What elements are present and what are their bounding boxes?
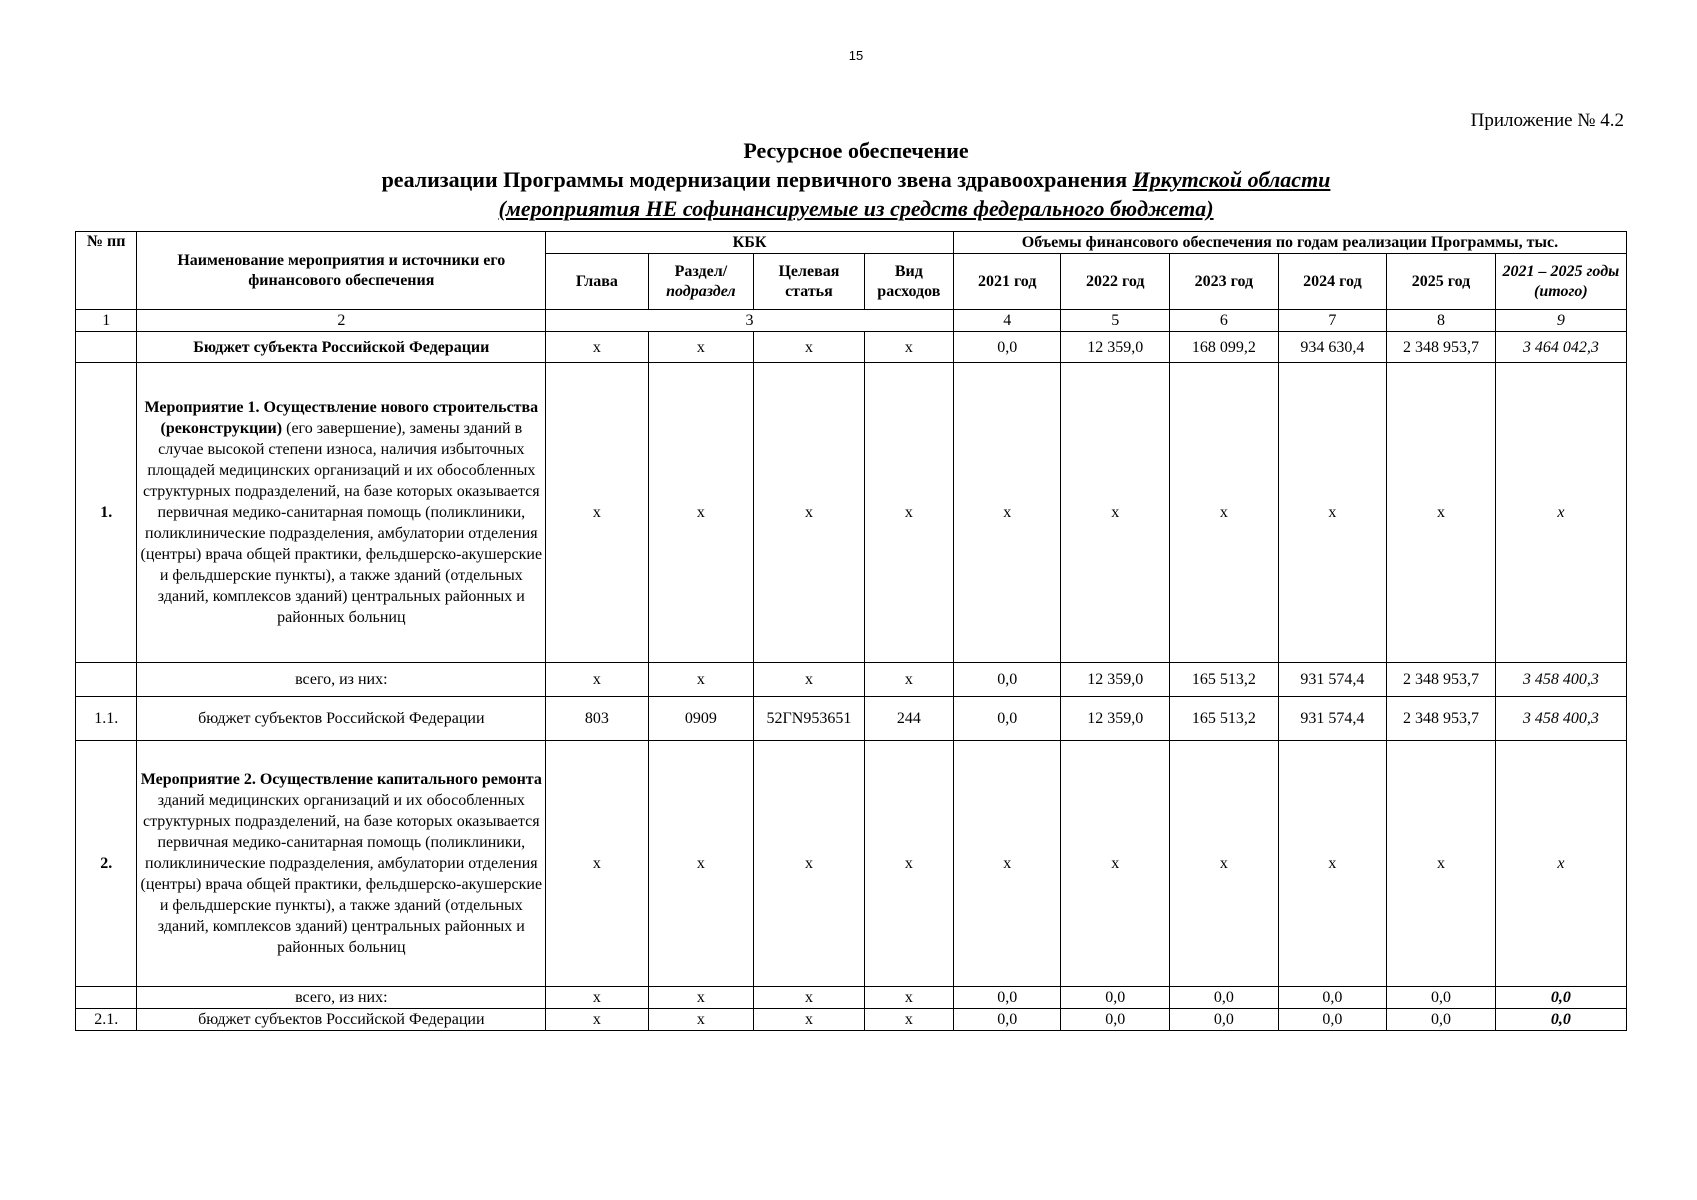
title-line-3: (мероприятия НЕ софинансируемые из средств федерального бюджета) [498, 196, 1214, 221]
cell-2022: х [1061, 363, 1170, 663]
title-line-1: Ресурсное обеспечение [743, 138, 969, 163]
cell-2023: 165 513,2 [1170, 663, 1279, 697]
row-name-rest: (его завершение), замены зданий в случае высокой степени износа, наличия избыточных площадей медицинских организаций и их обособленных структурных подразделений, на базе которых оказывается первичная медико-санитарная помощь (поликлиники, поликлинические подразделения, амбулатории отделения (центры) врача общей практики, фельдшерско-акушерские и фельдшерские пункты), а также зданий (отдельных зданий, комплексов зданий) центральных районных и районных больниц [140, 420, 543, 626]
cell-2025: 2 348 953,7 [1387, 697, 1496, 741]
header-name: Наименование мероприятия и источники его финансового обеспечения [137, 232, 546, 310]
header-volumes: Объемы финансового обеспечения по годам реализации Программы, тыс. [953, 232, 1626, 254]
cell-2024: х [1278, 741, 1387, 987]
header-razdel-top: Раздел/ [674, 262, 728, 280]
cell-2022: х [1061, 741, 1170, 987]
cell-glava: х [546, 987, 648, 1009]
cell-2025: х [1387, 741, 1496, 987]
column-number: 4 [953, 310, 1061, 332]
header-row-1 [76, 232, 1627, 254]
cell-vid: х [864, 987, 953, 1009]
title-region: Иркутской области [1132, 167, 1331, 192]
cell-glava: х [546, 741, 648, 987]
cell-glava: х [546, 332, 648, 363]
column-number: 5 [1061, 310, 1170, 332]
cell-2023: 0,0 [1170, 987, 1279, 1009]
cell-glava: х [546, 663, 648, 697]
appendix-label: Приложение № 4.2 [1470, 110, 1624, 131]
header-vid: Вид расходов [864, 254, 953, 310]
cell-2024: 0,0 [1278, 1009, 1387, 1031]
header-2022: 2022 год [1061, 254, 1170, 310]
cell-2021: 0,0 [953, 697, 1061, 741]
cell-2025: х [1387, 363, 1496, 663]
header-2021: 2021 год [953, 254, 1061, 310]
row-name-bold: Мероприятие 2. Осуществление капитального ремонта [140, 771, 542, 788]
page-number: 15 [848, 48, 864, 63]
table-row [76, 363, 1627, 663]
cell-vid: х [864, 363, 953, 663]
table-row [76, 697, 1627, 741]
cell-vid: х [864, 663, 953, 697]
table-row [76, 332, 1627, 363]
cell-razdel: 0909 [648, 697, 754, 741]
cell-glava: х [546, 363, 648, 663]
row-num: 1.1. [76, 697, 137, 741]
cell-celevaya: х [754, 1009, 865, 1031]
cell-razdel: х [648, 987, 754, 1009]
header-2024: 2024 год [1278, 254, 1387, 310]
cell-celevaya: х [754, 987, 865, 1009]
cell-celevaya: х [754, 741, 865, 987]
cell-2024: 931 574,4 [1278, 697, 1387, 741]
cell-razdel: х [648, 332, 754, 363]
column-number: 8 [1387, 310, 1496, 332]
cell-2024: 0,0 [1278, 987, 1387, 1009]
cell-total: 3 458 400,3 [1495, 697, 1626, 741]
cell-2023: х [1170, 363, 1279, 663]
cell-total: 0,0 [1495, 1009, 1626, 1031]
cell-total: 3 464 042,3 [1495, 332, 1626, 363]
cell-2023: 165 513,2 [1170, 697, 1279, 741]
row-name: всего, из них: [137, 663, 546, 697]
header-2023: 2023 год [1170, 254, 1279, 310]
header-celevaya: Целевая статья [754, 254, 865, 310]
table-row [76, 741, 1627, 987]
header-glava: Глава [546, 254, 648, 310]
cell-total: 0,0 [1495, 987, 1626, 1009]
column-number: 1 [76, 310, 137, 332]
row-name [137, 741, 546, 987]
cell-2023: 0,0 [1170, 1009, 1279, 1031]
cell-2021: х [953, 363, 1061, 663]
table-row [76, 1009, 1627, 1031]
row-name-bold: Мероприятие 1. Осуществление нового строительства (реконструкции) [144, 399, 539, 437]
cell-2021: х [953, 741, 1061, 987]
header-total: 2021 – 2025 годы (итого) [1495, 254, 1626, 310]
header-kbk: КБК [546, 232, 954, 254]
row-name: всего, из них: [137, 987, 546, 1009]
table-row [76, 663, 1627, 697]
column-number-row [76, 310, 1627, 332]
cell-2023: 168 099,2 [1170, 332, 1279, 363]
title-line-2 [0, 165, 1697, 194]
cell-2025: 0,0 [1387, 987, 1496, 1009]
cell-2023: х [1170, 741, 1279, 987]
cell-vid: х [864, 741, 953, 987]
row-num: 1. [76, 363, 137, 663]
row-num [76, 987, 137, 1009]
cell-vid: х [864, 332, 953, 363]
cell-2025: 0,0 [1387, 1009, 1496, 1031]
column-number: 2 [137, 310, 546, 332]
header-razdel-bottom: подраздел [666, 282, 736, 300]
row-name: бюджет субъектов Российской Федерации [137, 697, 546, 741]
cell-2025: 2 348 953,7 [1387, 332, 1496, 363]
cell-2022: 0,0 [1061, 1009, 1170, 1031]
header-2025: 2025 год [1387, 254, 1496, 310]
row-num: 2. [76, 741, 137, 987]
cell-razdel: х [648, 1009, 754, 1031]
title-line-2-prefix: реализации Программы модернизации первичного звена здравоохранения [381, 167, 1128, 192]
cell-2021: 0,0 [953, 1009, 1061, 1031]
row-name-rest: зданий медицинских организаций и их обособленных структурных подразделений, на базе которых оказывается первичная медико-санитарная помощь (поликлиники, поликлинические подразделения, амбулатории отделения (центры) врача общей практики, фельдшерско-акушерские и фельдшерские пункты), а также зданий (отдельных зданий, комплексов зданий) центральных районных и районных больниц [140, 792, 543, 956]
cell-razdel: х [648, 663, 754, 697]
row-num [76, 332, 137, 363]
cell-celevaya: х [754, 363, 865, 663]
cell-glava: 803 [546, 697, 648, 741]
cell-2021: 0,0 [953, 332, 1061, 363]
header-razdel [648, 254, 754, 310]
row-num: 2.1. [76, 1009, 137, 1031]
cell-razdel: х [648, 741, 754, 987]
cell-2024: 934 630,4 [1278, 332, 1387, 363]
row-name: бюджет субъектов Российской Федерации [137, 1009, 546, 1031]
cell-razdel: х [648, 363, 754, 663]
cell-celevaya: 52ГN953651 [754, 697, 865, 741]
header-num: № пп [76, 232, 137, 310]
cell-2025: 2 348 953,7 [1387, 663, 1496, 697]
cell-2024: 931 574,4 [1278, 663, 1387, 697]
row-name [137, 363, 546, 663]
cell-2022: 0,0 [1061, 987, 1170, 1009]
cell-2022: 12 359,0 [1061, 332, 1170, 363]
cell-2024: х [1278, 363, 1387, 663]
cell-2022: 12 359,0 [1061, 697, 1170, 741]
cell-total: 3 458 400,3 [1495, 663, 1626, 697]
cell-2021: 0,0 [953, 663, 1061, 697]
cell-glava: х [546, 1009, 648, 1031]
cell-total: х [1495, 363, 1626, 663]
row-name: Бюджет субъекта Российской Федерации [137, 332, 546, 363]
column-number: 7 [1278, 310, 1387, 332]
cell-vid: 244 [864, 697, 953, 741]
row-num [76, 663, 137, 697]
cell-2022: 12 359,0 [1061, 663, 1170, 697]
cell-total: х [1495, 741, 1626, 987]
cell-celevaya: х [754, 663, 865, 697]
column-number: 3 [546, 310, 954, 332]
cell-vid: х [864, 1009, 953, 1031]
cell-celevaya: х [754, 332, 865, 363]
cell-2021: 0,0 [953, 987, 1061, 1009]
column-number: 6 [1170, 310, 1279, 332]
column-number: 9 [1495, 310, 1626, 332]
document-title [0, 136, 1697, 223]
budget-table [75, 231, 1627, 1031]
table-row [76, 987, 1627, 1009]
